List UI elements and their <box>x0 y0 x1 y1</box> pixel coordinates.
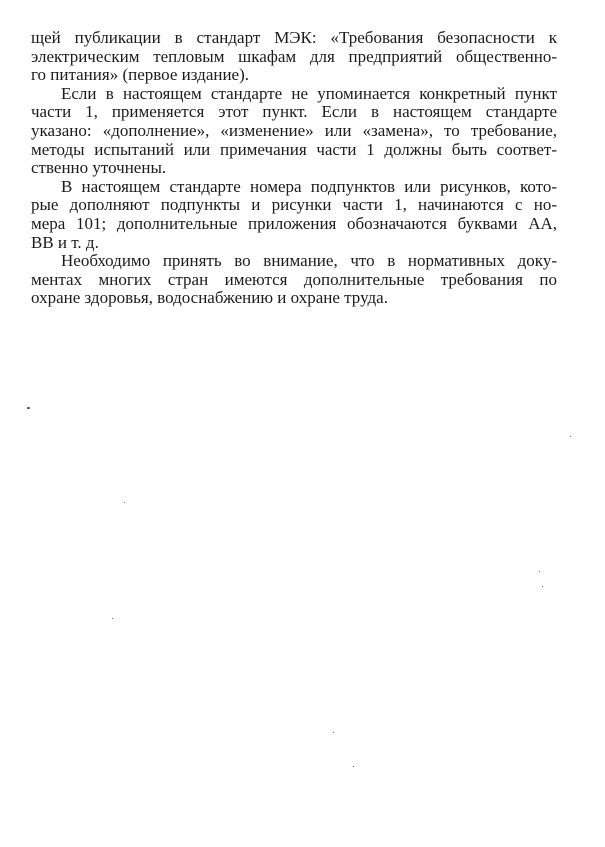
scan-speck <box>112 618 113 619</box>
text-line: рые дополняют подпункты и рисунки части 1, начинаются с но- <box>31 195 557 215</box>
text-line: электрическим тепловым шкафам для предприятий общественно- <box>31 46 557 66</box>
text-line: Необходимо принять во внимание, что в нормативных доку- <box>61 251 557 271</box>
paragraph-2 <box>31 85 557 178</box>
paragraph-1 <box>31 29 557 85</box>
text-line: В настоящем стандарте номера подпунктов или рисунков, кото- <box>61 176 557 196</box>
text-line: части 1, применяется этот пункт. Если в настоящем стандарте <box>31 102 557 122</box>
text-line: ментах многих стран имеются дополнительные требования по <box>31 269 557 289</box>
scan-speck <box>542 586 543 587</box>
text-line: ВВ и т. д. <box>31 232 99 252</box>
text-line: указано: «дополнение», «изменение» или «замена», то требование, <box>31 120 557 140</box>
text-line: щей публикации в стандарт МЭК: «Требования безопасности к <box>31 28 557 47</box>
scan-speck <box>353 766 354 767</box>
scan-speck <box>124 502 125 503</box>
scan-speck <box>333 732 334 733</box>
text-line: охране здоровья, водоснабжению и охране труда. <box>31 288 388 308</box>
text-line: Если в настоящем стандарте не упоминается конкретный пункт <box>61 83 557 103</box>
text-line: методы испытаний или примечания части 1 должны быть соответ- <box>31 139 557 159</box>
scan-speck <box>539 571 540 572</box>
scan-speck <box>570 436 571 437</box>
paragraph-4 <box>31 252 557 308</box>
text-line: го питания» (первое издание). <box>31 65 250 85</box>
scan-speck <box>27 407 30 409</box>
text-line: мера 101; дополнительные приложения обозначаются буквами АА, <box>31 213 557 233</box>
text-line: ственно уточнены. <box>31 158 167 178</box>
document-page <box>31 29 557 308</box>
paragraph-3 <box>31 178 557 252</box>
